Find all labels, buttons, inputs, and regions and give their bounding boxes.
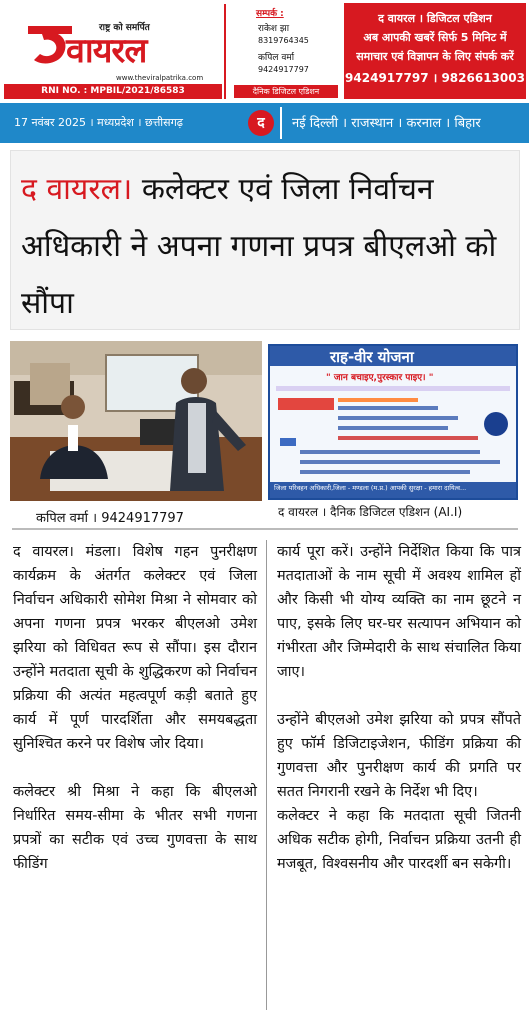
contact-heading: सम्पर्क : xyxy=(256,9,284,19)
contact-name: कपिल वर्मा xyxy=(258,53,295,63)
contact-block xyxy=(224,4,340,99)
poster-footer: जिला परिवहन अधिकारी,जिला - मण्डला (म.प्र.) आपकी सुरक्षा - हमारा दायित्व... xyxy=(274,484,467,492)
promo-line: अब आपकी खबरें सिर्फ 5 मिनिट में xyxy=(363,31,507,44)
masthead xyxy=(0,0,529,100)
headline xyxy=(21,161,509,332)
column-divider xyxy=(266,540,267,1010)
promo-banner xyxy=(344,3,526,99)
article-column-right xyxy=(277,540,521,876)
promo-line: समाचार एवं विज्ञापन के लिए संपर्क करें xyxy=(356,50,514,63)
article-paragraph: कलेक्टर श्री मिश्रा ने कहा कि बीएलओ निर्धारित समय-सीमा के भीतर सभी गणना प्रपत्रों का सटीक एवं उच्च गुणवत्ता के साथ फीडिंग xyxy=(13,784,257,872)
logo-tagline: राष्ट्र को समर्पित xyxy=(99,23,150,33)
poster-subtitle: " जान बचाइए,पुरस्कार पाइए। " xyxy=(326,373,434,383)
newspaper-logo[interactable] xyxy=(4,4,222,84)
website-url[interactable]: www.theviralpatrika.com xyxy=(116,74,204,82)
headline-text: कलेक्टर एवं जिला निर्वाचन अधिकारी ने अपना गणना प्रपत्र बीएलओ को सौंपा xyxy=(21,172,497,321)
contact-phone[interactable]: 8319764345 xyxy=(258,36,309,45)
promo-phones[interactable]: 9424917797 । 9826613003 xyxy=(345,71,525,85)
dateline-bar xyxy=(0,103,529,143)
article-paragraph: द वायरल। मंडला। विशेष गहन पुनरीक्षण कार्यक्रम के अंतर्गत कलेक्टर एवं जिला निर्वाचन अधिकारी सोमेश मिश्रा ने सोमवार को अपना गणना प्रपत्र भरकर बीएलओ उमेश झरिया को विधिवत रूप से सौंपा। इस दौरान उन्होंने मतदाता सूची के शुद्धिकरण को निर्वाचन प्रक्रिया की अत्यंत महत्वपूर्ण कड़ी बताते हुए कार्य में पूर्ण पारदर्शिता और समयबद्धता सुनिश्चित करने पर विशेष जोर दिया। xyxy=(13,544,257,752)
logo-wordmark: वायरल xyxy=(66,31,147,71)
body-top-rule xyxy=(12,528,518,530)
article-column-left xyxy=(13,540,257,876)
collector-photo xyxy=(10,341,262,501)
contact-phone[interactable]: 9424917797 xyxy=(258,65,309,74)
digital-edition-label: दैनिक डिजिटल एडिशन xyxy=(234,85,338,98)
office-scene-image xyxy=(10,341,262,501)
article-paragraph: कार्य पूरा करें। उन्होंने निर्देशित किया कि पात्र मतदाताओं के नाम सूची में अवश्य शामिल हों और किसी भी योग्य व्यक्ति का नाम छूटने न पाए, इसके लिए घर-घर सत्यापन अभियान को गंभीरता और जिम्मेदारी के साथ संचालित किया जाए। xyxy=(277,544,521,680)
photo-caption-left: कपिल वर्मा । 9424917797 xyxy=(36,511,184,526)
photo-caption-right: द वायरल । दैनिक डिजिटल एडिशन (AI.I) xyxy=(278,505,463,519)
dateline-regions: नई दिल्ली । राजस्थान । करनाल । बिहार xyxy=(292,116,481,131)
rni-number: RNI NO. : MPBIL/2021/86583 xyxy=(4,84,222,99)
promo-line: द वायरल । डिजिटल एडिशन xyxy=(378,12,492,25)
dateline-divider xyxy=(280,107,282,139)
headline-brand: द वायरल। xyxy=(21,172,133,207)
poster-title: राह-वीर योजना xyxy=(330,348,414,366)
headline-box xyxy=(10,150,520,330)
poster-graphic xyxy=(270,346,516,498)
dateline-logo-icon: द xyxy=(248,110,274,136)
contact-name: राकेश झा xyxy=(258,24,290,34)
article-paragraph: कलेक्टर ने कहा कि मतदाता सूची जितनी अधिक सटीक होगी, निर्वाचन प्रक्रिया उतनी ही मजबूत, विश्वसनीय और पारदर्शी बन सकेगी। xyxy=(277,808,521,872)
article-paragraph: उन्होंने बीएलओ उमेश झरिया को प्रपत्र सौंपते हुए फॉर्म डिजिटाइजेशन, फीडिंग प्रक्रिया की गुणवत्ता और पुनरीक्षण कार्य की प्रगति पर सतत निगरानी रखने के निर्देश भी दिए। xyxy=(277,712,521,800)
rahveer-poster xyxy=(268,344,518,500)
dateline-date: 17 नवंबर 2025 । मध्यप्रदेश । छत्तीसगढ़ xyxy=(14,116,183,129)
